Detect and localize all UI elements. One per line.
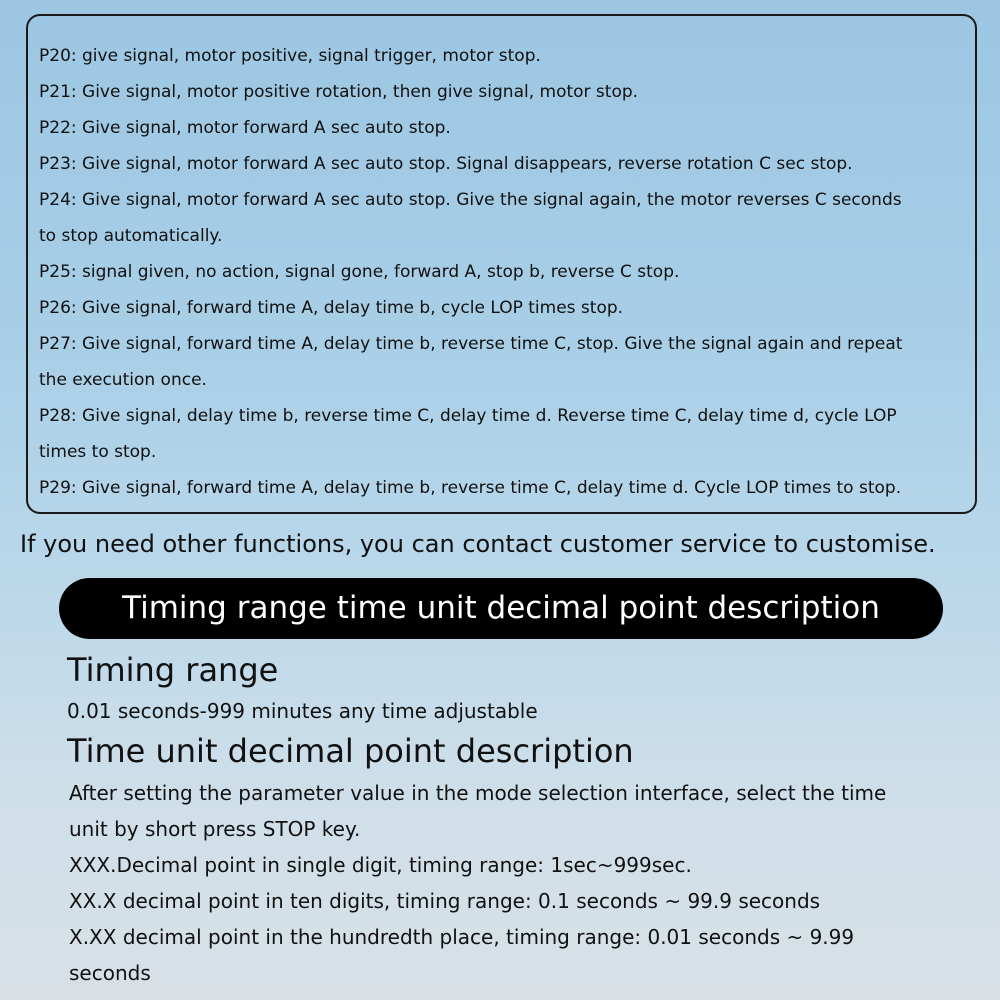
param-line-p20: P20: give signal, motor positive, signal trigger, motor stop. <box>39 46 541 66</box>
param-line-p27-cont: the execution once. <box>39 370 207 390</box>
time-unit-line: XX.X decimal point in ten digits, timing range: 0.1 seconds ~ 99.9 seconds <box>69 889 821 913</box>
param-line-p29: P29: Give signal, forward time A, delay time b, reverse time C, delay time d. Cycle LOP times to stop. <box>39 478 902 498</box>
param-line-p24: P24: Give signal, motor forward A sec auto stop. Give the signal again, the motor reverses C seconds <box>39 190 902 210</box>
param-line-p23: P23: Give signal, motor forward A sec auto stop. Signal disappears, reverse rotation C sec stop. <box>39 154 853 174</box>
customisation-notice: If you need other functions, you can contact customer service to customise. <box>20 530 936 558</box>
param-line-p27: P27: Give signal, forward time A, delay time b, reverse time C, stop. Give the signal again and repeat <box>39 334 903 354</box>
param-line-p25: P25: signal given, no action, signal gone, forward A, stop b, reverse C stop. <box>39 262 680 282</box>
time-unit-line: XXX.Decimal point in single digit, timing range: 1sec~999sec. <box>69 853 692 877</box>
param-line-p24-cont: to stop automatically. <box>39 226 223 246</box>
time-unit-description <box>69 775 939 991</box>
time-unit-heading: Time unit decimal point description <box>67 732 634 770</box>
section-banner: Timing range time unit decimal point description <box>59 578 943 639</box>
time-unit-line: After setting the parameter value in the mode selection interface, select the time <box>69 781 887 805</box>
timing-range-heading: Timing range <box>67 651 279 689</box>
time-unit-line: X.XX decimal point in the hundredth place, timing range: 0.01 seconds ~ 9.99 <box>69 925 855 949</box>
param-line-p26: P26: Give signal, forward time A, delay time b, cycle LOP times stop. <box>39 298 624 318</box>
param-line-p21: P21: Give signal, motor positive rotation, then give signal, motor stop. <box>39 82 639 102</box>
time-unit-line: seconds <box>69 961 151 985</box>
parameter-descriptions-box <box>26 14 977 514</box>
param-line-p22: P22: Give signal, motor forward A sec auto stop. <box>39 118 451 138</box>
time-unit-line: unit by short press STOP key. <box>69 817 361 841</box>
timing-range-text: 0.01 seconds-999 minutes any time adjustable <box>67 699 538 723</box>
param-line-p28-cont: times to stop. <box>39 442 157 462</box>
param-line-p28: P28: Give signal, delay time b, reverse time C, delay time d. Reverse time C, delay time d, cycle LOP <box>39 406 897 426</box>
parameter-list <box>39 38 965 506</box>
